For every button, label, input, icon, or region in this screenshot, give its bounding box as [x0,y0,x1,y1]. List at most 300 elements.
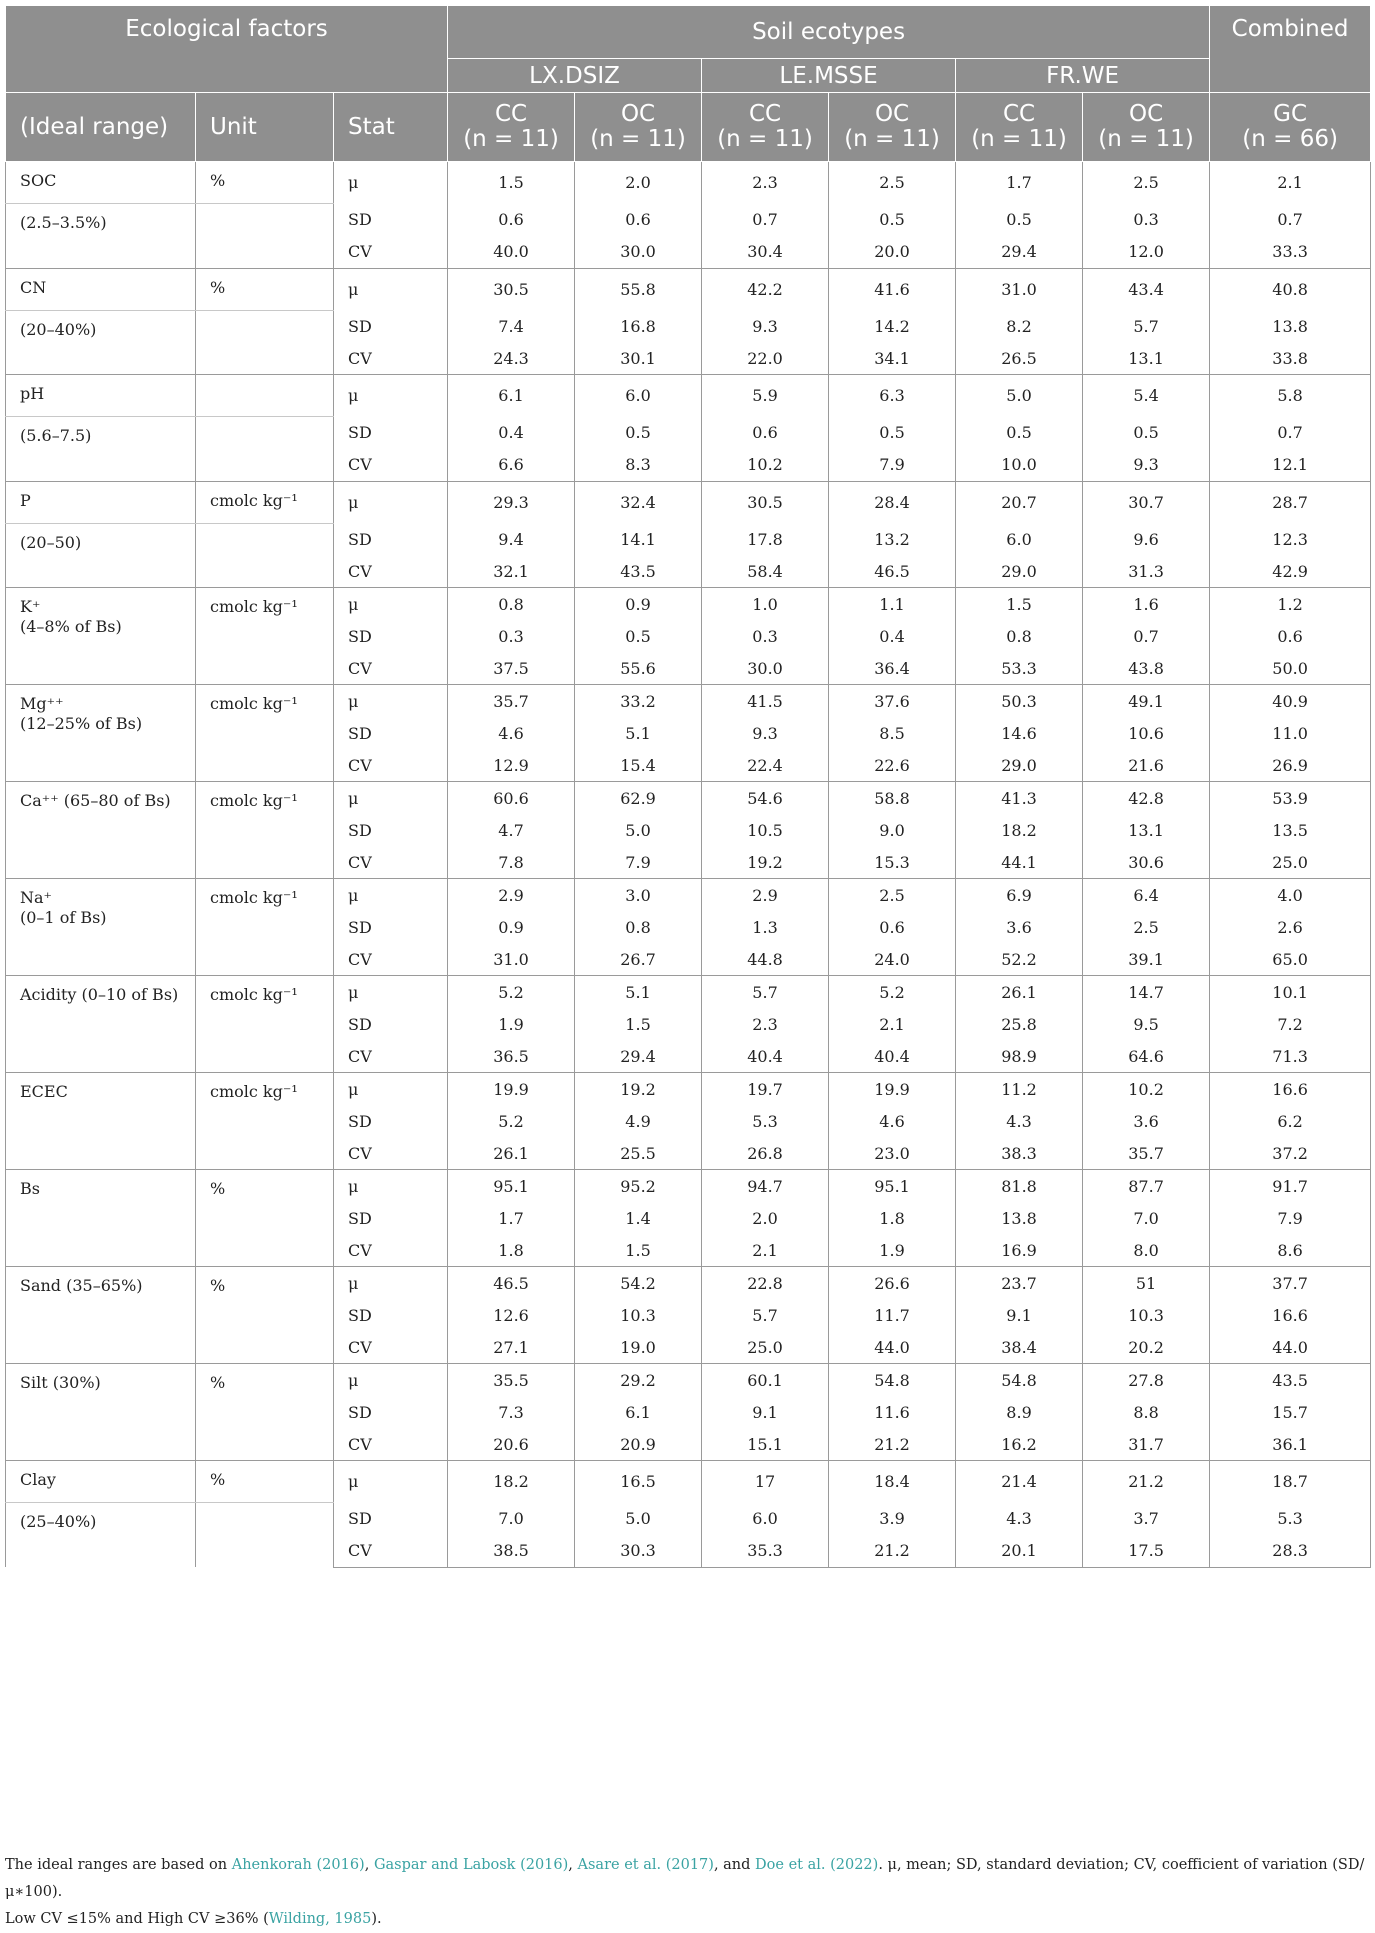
combined-value: 2.1 [1210,162,1371,204]
combined-value: 0.7 [1210,204,1371,236]
header-cc-label: CC [1002,101,1036,127]
ecotype-value: 95.1 [829,1170,956,1203]
factor-name: Mg⁺⁺ [20,694,64,713]
header-oc-label: OC [1128,101,1164,127]
factor-unit: cmolc kg⁻¹ [196,782,334,879]
header-cc-label: CC [494,101,528,127]
ecotype-value: 2.0 [702,1202,829,1234]
ecotype-value: 30.5 [702,481,829,523]
ecotype-value: 10.2 [702,449,829,482]
ecotype-value: 1.9 [448,1008,575,1040]
ecotype-value: 8.5 [829,717,956,749]
ecotype-value: 95.1 [448,1170,575,1203]
factor-unit: cmolc kg⁻¹ [196,976,334,1073]
ecotype-value: 6.0 [575,375,702,417]
ecotype-value: 13.1 [1083,342,1210,375]
ecotype-value: 6.4 [1083,879,1210,912]
combined-value: 12.3 [1210,523,1371,555]
ecotype-value: 29.3 [448,481,575,523]
ecotype-value: 87.7 [1083,1170,1210,1203]
combined-value: 16.6 [1210,1299,1371,1331]
stat-label: SD [334,1105,448,1137]
stat-label: CV [334,943,448,976]
factor-name: K⁺ [20,597,41,616]
combined-value: 65.0 [1210,943,1371,976]
soil-statistics-table [5,5,1371,1568]
ecotype-value: 0.6 [829,911,956,943]
ecotype-value: 26.7 [575,943,702,976]
ecotype-value: 0.6 [448,204,575,236]
ecotype-value: 0.8 [448,588,575,621]
ecotype-value: 2.3 [702,162,829,204]
ecotype-value: 29.4 [956,236,1083,269]
factor-unit-empty [196,523,334,588]
ecotype-value: 2.9 [448,879,575,912]
ecotype-value: 31.0 [448,943,575,976]
combined-value: 7.2 [1210,1008,1371,1040]
ecotype-value: 19.2 [575,1073,702,1106]
header-ecotype-fr-we: FR.WE [956,59,1210,93]
factor-ideal-range: (20–40%) [6,310,196,375]
factor-cell [6,685,196,782]
ecotype-value: 7.9 [575,846,702,879]
ecotype-value: 20.2 [1083,1331,1210,1364]
ecotype-value: 0.5 [829,204,956,236]
ecotype-value: 27.1 [448,1331,575,1364]
ecotype-value: 13.8 [956,1202,1083,1234]
stat-label: μ [334,481,448,523]
ecotype-value: 20.1 [956,1535,1083,1568]
table-row [6,375,1371,417]
ecotype-value: 0.3 [1083,204,1210,236]
ecotype-value: 16.5 [575,1461,702,1503]
ecotype-value: 1.7 [956,162,1083,204]
ecotype-value: 35.3 [702,1535,829,1568]
ecotype-value: 6.1 [575,1396,702,1428]
ecotype-value: 24.3 [448,342,575,375]
ecotype-value: 13.2 [829,523,956,555]
combined-value: 40.8 [1210,268,1371,310]
ecotype-value: 1.5 [956,588,1083,621]
combined-value: 13.8 [1210,310,1371,342]
combined-value: 13.5 [1210,814,1371,846]
factor-unit-empty [196,310,334,375]
header-cc-1 [448,93,575,162]
ecotype-value: 7.8 [448,846,575,879]
footnote-ref-link[interactable]: Wilding, 1985 [268,1911,372,1927]
ecotype-value: 0.6 [575,204,702,236]
table-row [6,1267,1371,1300]
ecotype-value: 8.8 [1083,1396,1210,1428]
factor-ideal-range: (5.6–7.5) [6,417,196,482]
ecotype-value: 9.6 [1083,523,1210,555]
ecotype-value: 46.5 [448,1267,575,1300]
combined-value: 26.9 [1210,749,1371,782]
factor-ideal-range: (25–40%) [6,1503,196,1568]
ecotype-value: 5.0 [956,375,1083,417]
ecotype-value: 1.5 [575,1234,702,1267]
ecotype-value: 36.4 [829,652,956,685]
ecotype-value: 35.5 [448,1364,575,1397]
ecotype-value: 2.1 [829,1008,956,1040]
ecotype-value: 30.0 [702,652,829,685]
ecotype-value: 26.1 [956,976,1083,1009]
table-body [6,162,1371,1568]
ecotype-value: 5.7 [702,1299,829,1331]
ecotype-value: 19.0 [575,1331,702,1364]
combined-value: 5.3 [1210,1503,1371,1535]
ecotype-value: 5.2 [448,976,575,1009]
ecotype-value: 94.7 [702,1170,829,1203]
factor-unit: cmolc kg⁻¹ [196,685,334,782]
ecotype-value: 6.9 [956,879,1083,912]
stat-label: SD [334,523,448,555]
ecotype-value: 44.1 [956,846,1083,879]
stat-label: μ [334,976,448,1009]
ecotype-value: 20.7 [956,481,1083,523]
ecotype-value: 19.2 [702,846,829,879]
ecotype-value: 9.3 [1083,449,1210,482]
ecotype-value: 37.5 [448,652,575,685]
ecotype-value: 6.6 [448,449,575,482]
ecotype-value: 29.0 [956,749,1083,782]
header-oc-2 [829,93,956,162]
combined-value: 8.6 [1210,1234,1371,1267]
combined-value: 28.3 [1210,1535,1371,1568]
header-soil-ecotypes: Soil ecotypes [448,6,1210,59]
ecotype-value: 35.7 [1083,1137,1210,1170]
table-row [6,204,1371,236]
ecotype-value: 58.4 [702,555,829,588]
ecotype-value: 7.0 [448,1503,575,1535]
table-row [6,879,1371,912]
combined-value: 36.1 [1210,1428,1371,1461]
ecotype-value: 54.8 [956,1364,1083,1397]
ecotype-value: 16.8 [575,310,702,342]
ecotype-value: 2.9 [702,879,829,912]
ecotype-value: 29.0 [956,555,1083,588]
table-row [6,1364,1371,1397]
stat-label: μ [334,375,448,417]
stat-label: μ [334,1073,448,1106]
ecotype-value: 3.6 [956,911,1083,943]
ecotype-value: 26.5 [956,342,1083,375]
ecotype-value: 38.3 [956,1137,1083,1170]
ecotype-value: 8.9 [956,1396,1083,1428]
factor-name: Sand (35–65%) [6,1267,196,1364]
stat-label: CV [334,1234,448,1267]
factor-name: ECEC [6,1073,196,1170]
header-oc-label: OC [874,101,910,127]
ecotype-value: 95.2 [575,1170,702,1203]
combined-value: 91.7 [1210,1170,1371,1203]
ecotype-value: 5.3 [702,1105,829,1137]
ecotype-value: 0.9 [575,588,702,621]
factor-unit: % [196,1267,334,1364]
ecotype-value: 8.3 [575,449,702,482]
ecotype-value: 5.1 [575,976,702,1009]
stat-label: SD [334,1503,448,1535]
header-ecological-factors: Ecological factors [6,6,448,93]
ecotype-value: 7.9 [829,449,956,482]
factor-unit [196,375,334,417]
footnote-ref-link[interactable]: Doe et al. (2022) [755,1857,879,1873]
ecotype-value: 10.5 [702,814,829,846]
stat-label: μ [334,685,448,718]
factor-name: Bs [6,1170,196,1267]
ecotype-value: 53.3 [956,652,1083,685]
ecotype-value: 30.1 [575,342,702,375]
ecotype-value: 7.4 [448,310,575,342]
factor-unit: cmolc kg⁻¹ [196,481,334,523]
ecotype-value: 2.5 [1083,911,1210,943]
ecotype-value: 46.5 [829,555,956,588]
footnote-text: , and [713,1857,756,1873]
table-row [6,1503,1371,1535]
ecotype-value: 15.1 [702,1428,829,1461]
ecotype-value: 4.3 [956,1503,1083,1535]
factor-unit: % [196,1170,334,1267]
ecotype-value: 30.0 [575,236,702,269]
ecotype-value: 23.0 [829,1137,956,1170]
ecotype-value: 31.7 [1083,1428,1210,1461]
ecotype-value: 29.4 [575,1040,702,1073]
ecotype-value: 10.3 [1083,1299,1210,1331]
table-row [6,588,1371,621]
ecotype-value: 81.8 [956,1170,1083,1203]
ecotype-value: 49.1 [1083,685,1210,718]
ecotype-value: 20.9 [575,1428,702,1461]
factor-unit: % [196,1364,334,1461]
ecotype-value: 44.0 [829,1331,956,1364]
ecotype-value: 10.3 [575,1299,702,1331]
ecotype-value: 10.6 [1083,717,1210,749]
table-row [6,481,1371,523]
combined-value: 1.2 [1210,588,1371,621]
ecotype-value: 7.0 [1083,1202,1210,1234]
factor-cell [6,588,196,685]
ecotype-value: 36.5 [448,1040,575,1073]
ecotype-value: 33.2 [575,685,702,718]
combined-value: 43.5 [1210,1364,1371,1397]
ecotype-value: 7.3 [448,1396,575,1428]
stat-label: CV [334,749,448,782]
header-ecotype-lx-dsiz: LX.DSIZ [448,59,702,93]
ecotype-value: 1.0 [702,588,829,621]
factor-name: SOC [6,162,196,204]
ecotype-value: 4.6 [448,717,575,749]
header-n-label: (n = 11) [590,126,686,152]
factor-unit: cmolc kg⁻¹ [196,1073,334,1170]
stat-label: SD [334,1396,448,1428]
stat-label: μ [334,162,448,204]
footnote-ref-link[interactable]: Asare et al. (2017) [577,1857,714,1873]
ecotype-value: 38.5 [448,1535,575,1568]
stat-label: CV [334,1331,448,1364]
footnote-text: , [568,1857,578,1873]
ecotype-value: 55.6 [575,652,702,685]
ecotype-value: 9.3 [702,717,829,749]
ecotype-value: 5.0 [575,814,702,846]
ecotype-value: 6.3 [829,375,956,417]
table-row [6,310,1371,342]
ecotype-value: 31.3 [1083,555,1210,588]
ecotype-value: 30.5 [448,268,575,310]
factor-unit-empty [196,1503,334,1568]
stat-label: μ [334,268,448,310]
factor-unit: % [196,268,334,310]
stat-label: SD [334,204,448,236]
ecotype-value: 14.1 [575,523,702,555]
stat-label: SD [334,1008,448,1040]
ecotype-value: 2.0 [575,162,702,204]
ecotype-value: 1.3 [702,911,829,943]
ecotype-value: 22.6 [829,749,956,782]
ecotype-value: 42.8 [1083,782,1210,815]
combined-value: 33.8 [1210,342,1371,375]
ecotype-value: 98.9 [956,1040,1083,1073]
ecotype-value: 54.6 [702,782,829,815]
ecotype-value: 21.4 [956,1461,1083,1503]
ecotype-value: 42.2 [702,268,829,310]
header-gc [1210,93,1371,162]
combined-value: 37.2 [1210,1137,1371,1170]
stat-label: SD [334,814,448,846]
ecotype-value: 32.1 [448,555,575,588]
ecotype-value: 14.2 [829,310,956,342]
ecotype-value: 9.4 [448,523,575,555]
stat-label: SD [334,1202,448,1234]
ecotype-value: 0.5 [956,417,1083,449]
ecotype-value: 21.2 [1083,1461,1210,1503]
ecotype-value: 0.5 [1083,417,1210,449]
ecotype-value: 0.4 [829,620,956,652]
ecotype-value: 18.2 [448,1461,575,1503]
table-row [6,782,1371,815]
ecotype-value: 6.1 [448,375,575,417]
ecotype-value: 60.6 [448,782,575,815]
factor-name: Ca⁺⁺ (65–80 of Bs) [6,782,196,879]
ecotype-value: 16.9 [956,1234,1083,1267]
ecotype-value: 5.7 [1083,310,1210,342]
header-oc-1 [575,93,702,162]
ecotype-value: 28.4 [829,481,956,523]
factor-ideal-range: (0–1 of Bs) [20,908,107,927]
ecotype-value: 54.8 [829,1364,956,1397]
header-ecotype-le-msse: LE.MSSE [702,59,956,93]
ecotype-value: 43.8 [1083,652,1210,685]
ecotype-value: 44.8 [702,943,829,976]
ecotype-value: 31.0 [956,268,1083,310]
ecotype-value: 6.0 [956,523,1083,555]
ecotype-value: 43.4 [1083,268,1210,310]
table-header [6,6,1371,162]
ecotype-value: 54.2 [575,1267,702,1300]
ecotype-value: 2.3 [702,1008,829,1040]
ecotype-value: 20.6 [448,1428,575,1461]
ecotype-value: 6.0 [702,1503,829,1535]
stat-label: CV [334,846,448,879]
header-n-label: (n = 11) [971,126,1067,152]
ecotype-value: 1.1 [829,588,956,621]
ecotype-value: 1.5 [448,162,575,204]
ecotype-value: 22.4 [702,749,829,782]
ecotype-value: 13.1 [1083,814,1210,846]
combined-value: 7.9 [1210,1202,1371,1234]
header-gc-label: GC [1273,101,1308,127]
ecotype-value: 0.3 [702,620,829,652]
ecotype-value: 60.1 [702,1364,829,1397]
ecotype-value: 24.0 [829,943,956,976]
footnote-text: ). [371,1911,382,1927]
footnote-text: Low CV ≤15% and High CV ≥36% ( [5,1911,269,1927]
ecotype-value: 8.2 [956,310,1083,342]
header-stat: Stat [334,93,448,162]
combined-value: 18.7 [1210,1461,1371,1503]
ecotype-value: 18.4 [829,1461,956,1503]
ecotype-value: 43.5 [575,555,702,588]
ecotype-value: 41.3 [956,782,1083,815]
header-unit: Unit [196,93,334,162]
footnote-text: The ideal ranges are based on [5,1857,232,1873]
stat-label: SD [334,1299,448,1331]
table-row [6,523,1371,555]
header-n-label: (n = 11) [844,126,940,152]
ecotype-value: 0.7 [1083,620,1210,652]
ecotype-value: 5.4 [1083,375,1210,417]
header-n-label: (n = 11) [463,126,559,152]
ecotype-value: 0.8 [575,911,702,943]
factor-name: Acidity (0–10 of Bs) [6,976,196,1073]
stat-label: CV [334,555,448,588]
combined-value: 5.8 [1210,375,1371,417]
table-row [6,268,1371,310]
ecotype-value: 2.1 [702,1234,829,1267]
stat-label: CV [334,342,448,375]
header-oc-3 [1083,93,1210,162]
ecotype-value: 40.4 [702,1040,829,1073]
footnote-text: . μ, mean; SD, standard deviation; CV, coefficient of variation (SD/μ∗100). [5,1857,1365,1900]
combined-value: 16.6 [1210,1073,1371,1106]
header-cc-label: CC [748,101,782,127]
table-row [6,1170,1371,1203]
ecotype-value: 4.9 [575,1105,702,1137]
ecotype-value: 0.5 [575,620,702,652]
header-cc-2 [702,93,829,162]
ecotype-value: 10.2 [1083,1073,1210,1106]
ecotype-value: 9.1 [702,1396,829,1428]
ecotype-value: 19.9 [448,1073,575,1106]
ecotype-value: 23.7 [956,1267,1083,1300]
stat-label: μ [334,1461,448,1503]
ecotype-value: 25.8 [956,1008,1083,1040]
factor-name: Clay [6,1461,196,1503]
ecotype-value: 0.6 [702,417,829,449]
footnote-ref-link[interactable]: Ahenkorah (2016) [231,1857,365,1873]
combined-value: 11.0 [1210,717,1371,749]
ecotype-value: 4.7 [448,814,575,846]
stat-label: μ [334,1170,448,1203]
ecotype-value: 12.0 [1083,236,1210,269]
header-cc-3 [956,93,1083,162]
ecotype-value: 38.4 [956,1331,1083,1364]
ecotype-value: 20.0 [829,236,956,269]
ecotype-value: 29.2 [575,1364,702,1397]
footnote-ref-link[interactable]: Gaspar and Labosk (2016) [373,1857,569,1873]
header-n-label: (n = 11) [717,126,813,152]
ecotype-value: 39.1 [1083,943,1210,976]
ecotype-value: 0.7 [702,204,829,236]
